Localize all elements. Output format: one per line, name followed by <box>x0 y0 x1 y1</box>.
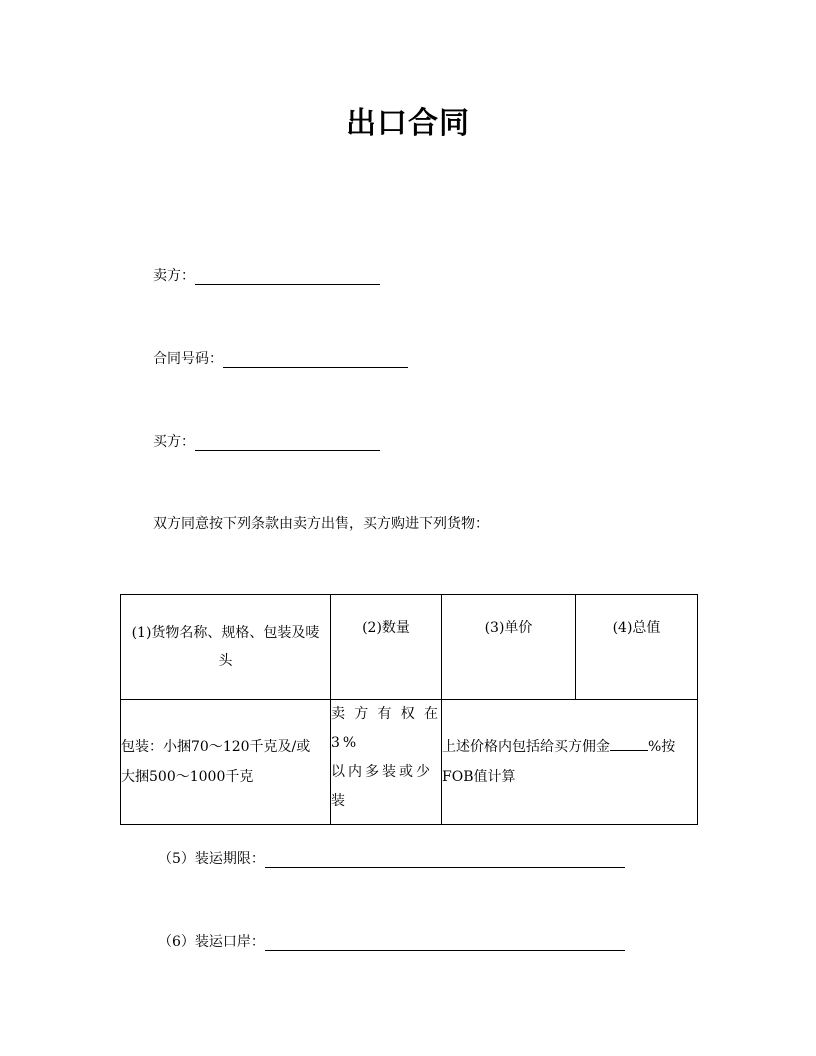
goods-table-row <box>121 700 698 825</box>
agreement-intro: 双方同意按下列条款由卖方出售，买方购进下列货物： <box>153 516 489 532</box>
packaging-line1: 包装：小捆70～120千克及/或 <box>121 739 311 755</box>
packaging-line2: 大捆500～1000千克 <box>121 769 254 785</box>
shipment-period-field <box>158 848 625 868</box>
header-total-value: (4)总值 <box>576 595 698 700</box>
contract-number-blank-line[interactable] <box>223 351 408 368</box>
buyer-blank-line[interactable] <box>195 434 380 451</box>
shipment-period-blank-line[interactable] <box>265 851 625 868</box>
quantity-line3: 装 <box>331 793 345 809</box>
contract-number-field <box>153 348 408 368</box>
cell-quantity <box>331 700 442 825</box>
price-line1-after: %按 <box>648 739 676 755</box>
price-line2: FOB值计算 <box>442 769 516 785</box>
header-quantity: (2)数量 <box>331 595 442 700</box>
loading-port-label: （6）装运口岸： <box>158 934 265 950</box>
seller-blank-line[interactable] <box>195 268 380 285</box>
goods-table <box>120 594 698 825</box>
header-goods-description-line1: (1)货物名称、规格、包装及唛 <box>131 625 320 641</box>
cell-packaging <box>121 700 331 825</box>
loading-port-field <box>158 931 625 951</box>
seller-field <box>153 265 380 285</box>
cell-price-commission <box>442 700 698 825</box>
buyer-field <box>153 431 380 451</box>
header-goods-description <box>121 595 331 700</box>
header-unit-price: (3)单价 <box>442 595 576 700</box>
document-title: 出口合同 <box>346 106 470 141</box>
goods-table-header-row <box>121 595 698 700</box>
seller-label: 卖方： <box>153 268 195 284</box>
commission-blank-line[interactable] <box>610 736 648 751</box>
header-goods-description-line2: 头 <box>218 653 233 669</box>
quantity-line2: 以内多装或少 <box>331 764 433 780</box>
buyer-label: 买方： <box>153 434 195 450</box>
contract-number-label: 合同号码： <box>153 351 223 367</box>
price-line1 <box>442 732 697 762</box>
quantity-line1: 卖方有权在3% <box>331 706 441 751</box>
price-line1-before: 上述价格内包括给买方佣金 <box>442 739 610 755</box>
loading-port-blank-line[interactable] <box>265 934 625 951</box>
shipment-period-label: （5）装运期限： <box>158 851 265 867</box>
